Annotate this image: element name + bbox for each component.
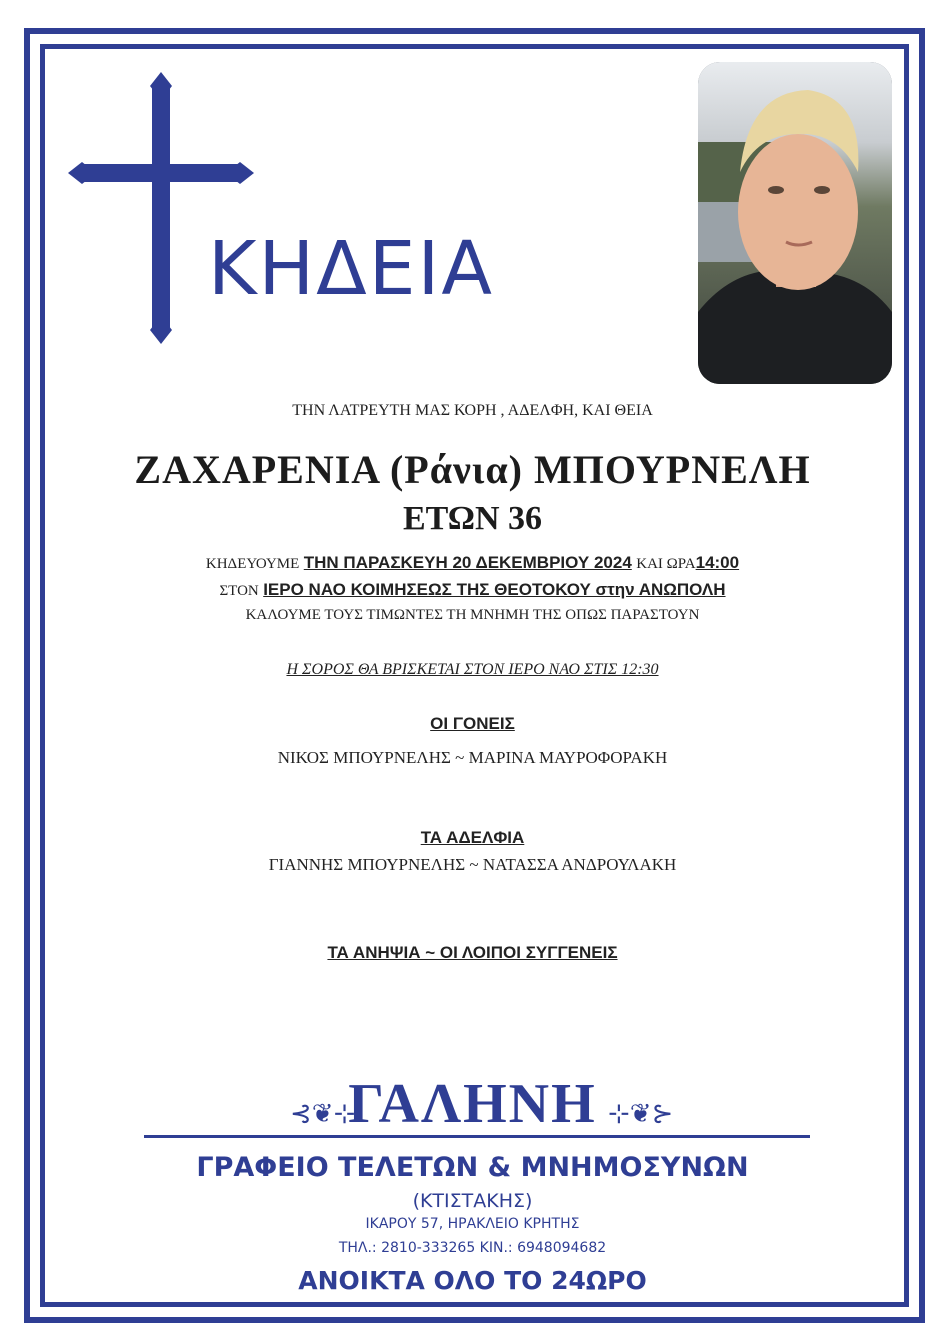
parents-names: ΝΙΚΟΣ ΜΠΟΥΡΝΕΛΗΣ ~ ΜΑΡΙΝΑ ΜΑΥΡΟΦΟΡΑΚΗ xyxy=(277,748,668,767)
funeral-time-prefix: ΚΑΙ ΩΡΑ xyxy=(636,556,696,572)
siblings-heading: ΤΑ ΑΔΕΛΦΙΑ xyxy=(420,828,525,847)
brand-name: ΓΑΛΗΝΗ xyxy=(348,1073,597,1135)
parents-heading: ΟΙ ΓΟΝΕΙΣ xyxy=(430,714,515,733)
deceased-age: ΕΤΩΝ 36 xyxy=(402,500,543,537)
funeral-line xyxy=(0,553,945,573)
office-hours: ΑΝΟΙΚΤΑ ΟΛΟ ΤΟ 24ΩΡΟ xyxy=(298,1266,647,1295)
office-address: ΙΚΑΡΟΥ 57, ΗΡΑΚΛΕΙΟ ΚΡΗΤΗΣ xyxy=(365,1216,580,1232)
footer-divider xyxy=(144,1135,810,1138)
invite-line: ΚΑΛΟΥΜΕ ΤΟΥΣ ΤΙΜΩΝΤΕΣ ΤΗ ΜΝΗΜΗ ΤΗΣ ΟΠΩΣ ΠΑΡΑΣΤΟΥΝ xyxy=(245,607,700,623)
soros-line: Η ΣΟΡΟΣ ΘΑ ΒΡΙΣΚΕΤΑΙ ΣΤΟΝ ΙΕΡΟ ΝΑΟ ΣΤΙΣ 12:30 xyxy=(286,661,659,678)
intro-line: ΤΗΝ ΛΑΤΡΕΥΤΗ ΜΑΣ ΚΟΡΗ , ΑΔΕΛΦΗ, ΚΑΙ ΘΕΙΑ xyxy=(292,402,653,419)
left-ornament-icon: ⊰❦⊹ xyxy=(290,1098,356,1128)
church-prefix: ΣΤΟΝ xyxy=(219,583,259,599)
funeral-prefix: ΚΗΔΕΥΟΥΜΕ xyxy=(205,556,300,572)
deceased-photo xyxy=(698,62,892,384)
office-owner: (ΚΤΙΣΤΑΚΗΣ) xyxy=(412,1190,533,1212)
deceased-name: ΖΑΧΑΡΕΝΙΑ (Ράνια) ΜΠΟΥΡΝΕΛΗ xyxy=(134,447,811,492)
siblings-names: ΓΙΑΝΝΗΣ ΜΠΟΥΡΝΕΛΗΣ ~ ΝΑΤΑΣΣΑ ΑΝΔΡΟΥΛΑΚΗ xyxy=(268,855,677,874)
office-name: ΓΡΑΦΕΙΟ ΤΕΛΕΤΩΝ & ΜΝΗΜΟΣΥΝΩΝ xyxy=(196,1152,749,1183)
church-name: ΙΕΡΟ ΝΑΟ ΚΟΙΜΗΣΕΩΣ ΤΗΣ ΘΕΟΤΟΚΟΥ στην ΑΝΩΠΟΛΗ xyxy=(263,580,726,599)
church-line xyxy=(0,580,945,600)
page-title: ΚΗΔΕΙΑ xyxy=(208,226,494,312)
right-ornament-icon: ⊹❦⊱ xyxy=(608,1098,674,1128)
funeral-date: ΤΗΝ ΠΑΡΑΣΚΕΥΗ 20 ΔΕΚΕΜΒΡΙΟΥ 2024 xyxy=(303,553,632,572)
office-phones: ΤΗΛ.: 2810-333265 ΚΙΝ.: 6948094682 xyxy=(338,1240,607,1256)
funeral-time: 14:00 xyxy=(695,553,740,572)
other-relatives: ΤΑ ΑΝΗΨΙΑ ~ ΟΙ ΛΟΙΠΟΙ ΣΥΓΓΕΝΕΙΣ xyxy=(327,943,618,962)
